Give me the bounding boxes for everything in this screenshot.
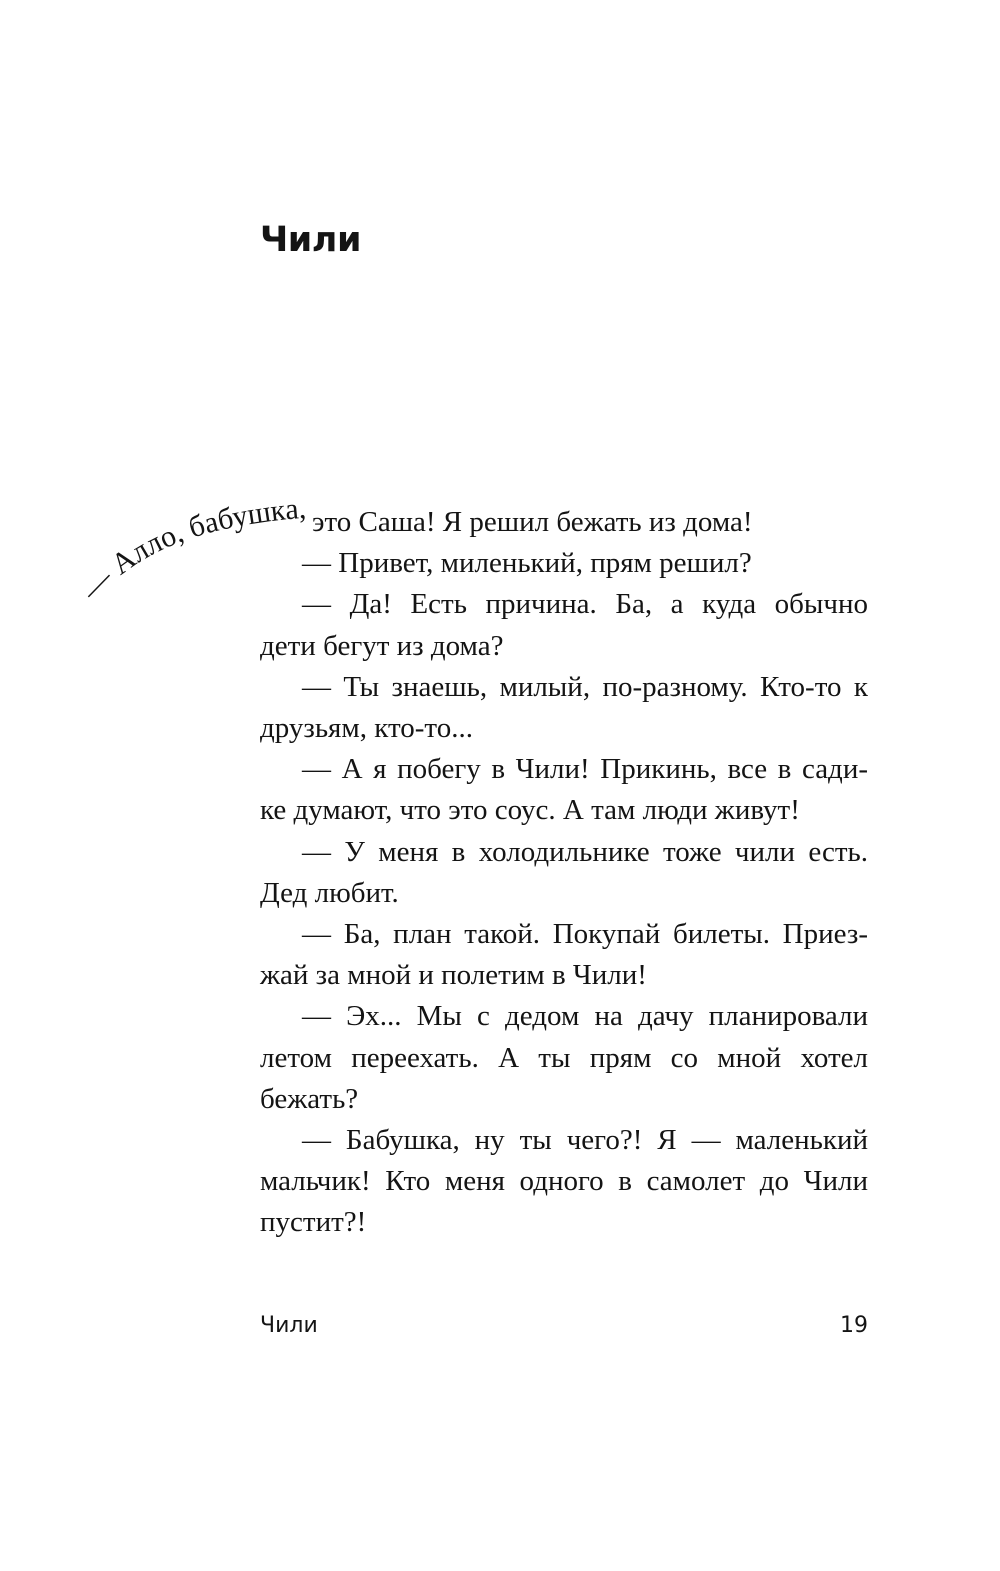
curved-text-path: — Алло, бабушка, [74, 491, 308, 607]
dialogue-paragraph [260, 1120, 868, 1244]
text-line: летом переехать. А ты прям со мной хотел [260, 1041, 868, 1074]
text-line: мальчик! Кто меня одного в самолет до Чили [260, 1165, 868, 1198]
page-number: 19 [840, 1313, 868, 1338]
text-line: — Бабушка, ну ты чего?! Я — маленький [302, 1124, 868, 1157]
dialogue-paragraph [260, 543, 868, 584]
text-line: — Ба, план такой. Покупай билеты. Приез- [302, 918, 868, 951]
dialogue-paragraphs [260, 543, 868, 1243]
text-line: Дед любит. [260, 876, 399, 909]
text-line: дети бегут из дома? [260, 629, 504, 662]
text-line: — Эх... Мы с дедом на дачу планировали [302, 1000, 868, 1033]
text-line: жай за мной и полетим в Чили! [260, 959, 647, 992]
text-line: бежать? [260, 1082, 359, 1115]
text-line: — А я побегу в Чили! Прикинь, все в сади- [302, 753, 868, 786]
text-line: друзьям, кто-то... [260, 712, 473, 745]
text-line: пустит?! [260, 1206, 367, 1239]
dialogue-block [260, 502, 868, 1244]
text-line: ке думают, что это соус. А там люди живут! [260, 794, 800, 827]
text-line: — Да! Есть причина. Ба, а куда обычно [302, 588, 868, 621]
chapter-title: Чили [260, 220, 361, 260]
dialogue-paragraph [260, 749, 868, 831]
first-line-tail: это Саша! Я решил бежать из дома! [312, 506, 753, 538]
dialogue-paragraph [260, 914, 868, 996]
dialogue-paragraph [260, 996, 868, 1120]
dialogue-paragraph [260, 584, 868, 666]
text-line: — Привет, миленький, прям решил? [302, 547, 752, 580]
dialogue-paragraph [260, 667, 868, 749]
dialogue-paragraph [260, 832, 868, 914]
text-line: — Ты знаешь, милый, по-разному. Кто-то к [302, 670, 868, 703]
text-line: — У меня в холодильнике тоже чили есть. [302, 835, 868, 868]
running-title: Чили [260, 1313, 318, 1338]
